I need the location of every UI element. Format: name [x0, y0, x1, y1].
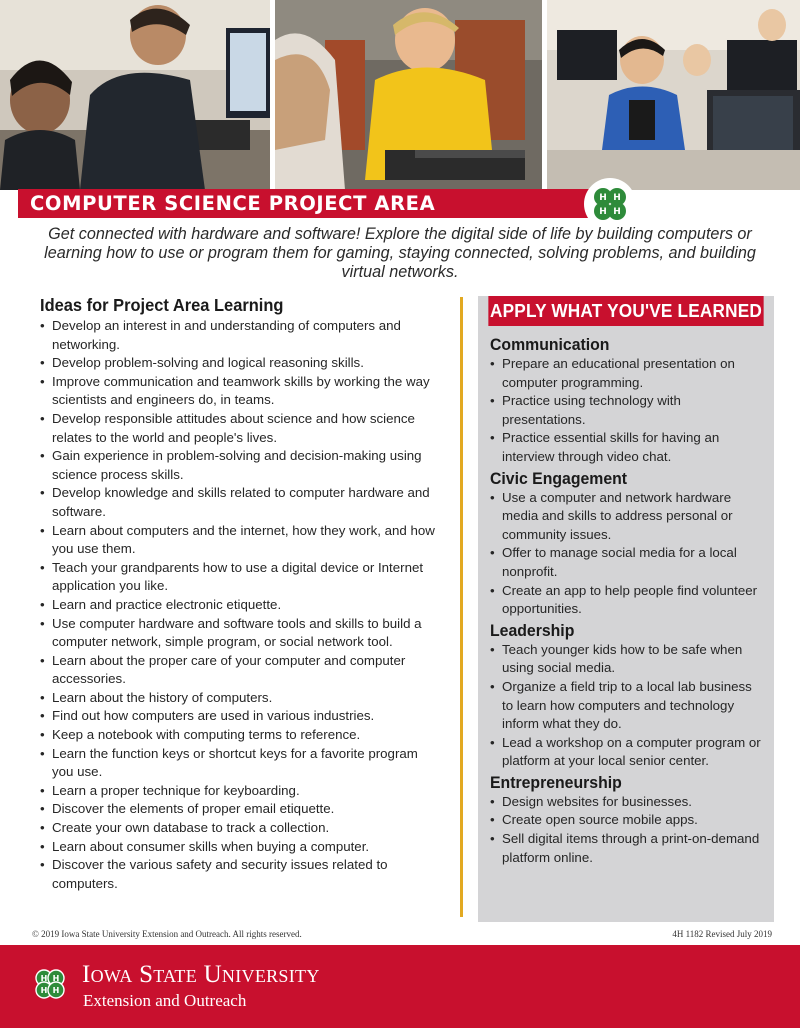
svg-text:H: H — [52, 974, 60, 983]
list-item: • Discover the elements of proper email etiquette. — [40, 800, 440, 819]
document-code: 4H 1182 Revised July 2019 — [672, 929, 772, 939]
university-name: Iowa State University — [82, 961, 320, 988]
list-item: • Sell digital items through a print-on-demand platform online. — [490, 830, 764, 867]
4h-clover-logo — [584, 178, 636, 230]
copyright-notice: © 2019 Iowa State University Extension and Outreach. All rights reserved. — [32, 929, 302, 939]
list-item: • Create your own database to track a collection. — [40, 819, 440, 838]
photo-student-typing — [275, 0, 542, 190]
ideas-list — [40, 317, 440, 893]
list-item: • Develop problem-solving and logical reasoning skills. — [40, 354, 440, 373]
list-item: • Discover the various safety and security issues related to computers. — [40, 856, 440, 893]
list-item: • Practice using technology with presentations. — [490, 392, 764, 429]
ideas-heading: Ideas for Project Area Learning — [40, 295, 284, 315]
svg-text:H: H — [52, 986, 60, 995]
list-item: • Use a computer and network hardware media and skills to address personal or community issues. — [490, 489, 764, 545]
clover-icon — [28, 962, 72, 1006]
list-item: • Organize a field trip to a local lab business to learn how computers and technology inform what they do. — [490, 678, 764, 734]
svg-text:H: H — [613, 193, 621, 203]
list-item: • Learn and practice electronic etiquette. — [40, 596, 440, 615]
section-title: Leadership — [490, 620, 575, 640]
photo-students-at-computer — [0, 0, 270, 190]
gold-divider — [460, 297, 463, 917]
list-item: • Practice essential skills for having an interview through video chat. — [490, 429, 764, 466]
list-item: • Teach younger kids how to be safe when using social media. — [490, 641, 764, 678]
apply-box — [478, 296, 774, 922]
svg-text:H: H — [40, 986, 48, 995]
section-title: Entrepreneurship — [490, 772, 622, 792]
footer-band — [0, 945, 800, 1028]
footer-clover-logo — [28, 962, 72, 1006]
list-item: • Learn about the proper care of your computer and computer accessories. — [40, 652, 440, 689]
section-title: Civic Engagement — [490, 468, 628, 488]
svg-text:H: H — [40, 974, 48, 983]
svg-text:H: H — [599, 207, 607, 217]
intro-paragraph: Get connected with hardware and software! Explore the digital side of life by building computers or learning how to use or program them for gaming, staying connected, solving problems, and building virtual networks. — [44, 225, 756, 281]
page-title: COMPUTER SCIENCE PROJECT AREA — [18, 189, 608, 218]
list-item: • Gain experience in problem-solving and decision-making using science process skills. — [40, 447, 440, 484]
list-item: • Offer to manage social media for a local nonprofit. — [490, 544, 764, 581]
list-item: • Use computer hardware and software tools and skills to build a computer network, simple program, or social network tool. — [40, 615, 440, 652]
list-item: • Learn the function keys or shortcut keys for a favorite program you use. — [40, 745, 440, 782]
list-item: • Keep a notebook with computing terms to reference. — [40, 726, 440, 745]
university-subtitle: Extension and Outreach — [83, 991, 247, 1010]
apply-heading: APPLY WHAT YOU'VE LEARNED — [488, 296, 763, 326]
list-item: • Find out how computers are used in various industries. — [40, 707, 440, 726]
list-item: • Develop responsible attitudes about science and how science relates to the world and people's lives. — [40, 410, 440, 447]
svg-text:H: H — [599, 193, 607, 203]
apply-body — [478, 326, 774, 867]
list-item: • Create open source mobile apps. — [490, 811, 764, 830]
list-item: • Teach your grandparents how to use a digital device or Internet application you like. — [40, 559, 440, 596]
section-communication — [490, 334, 764, 467]
svg-text:H: H — [613, 207, 621, 217]
list-item: • Develop knowledge and skills related to computer hardware and software. — [40, 484, 440, 521]
photo-boy-in-lab — [547, 0, 800, 190]
list-item: • Improve communication and teamwork skills by working the way scientists and engineers do, in teams. — [40, 373, 440, 410]
list-item: • Create an app to help people find volunteer opportunities. — [490, 582, 764, 619]
list-item: • Learn about consumer skills when buying a computer. — [40, 838, 440, 857]
section-entrepreneurship — [490, 772, 764, 867]
list-item: • Learn about the history of computers. — [40, 689, 440, 708]
list-item: • Develop an interest in and understanding of computers and networking. — [40, 317, 440, 354]
section-civic-engagement — [490, 468, 764, 619]
section-leadership — [490, 620, 764, 771]
list-item: • Learn a proper technique for keyboarding. — [40, 782, 440, 801]
clover-icon — [584, 178, 636, 230]
list-item: • Design websites for businesses. — [490, 793, 764, 812]
list-item: • Learn about computers and the internet, how they work, and how you use them. — [40, 522, 440, 559]
list-item: • Lead a workshop on a computer program or platform at your local senior center. — [490, 734, 764, 771]
ideas-section — [40, 295, 440, 893]
list-item: • Prepare an educational presentation on computer programming. — [490, 355, 764, 392]
section-title: Communication — [490, 335, 610, 354]
